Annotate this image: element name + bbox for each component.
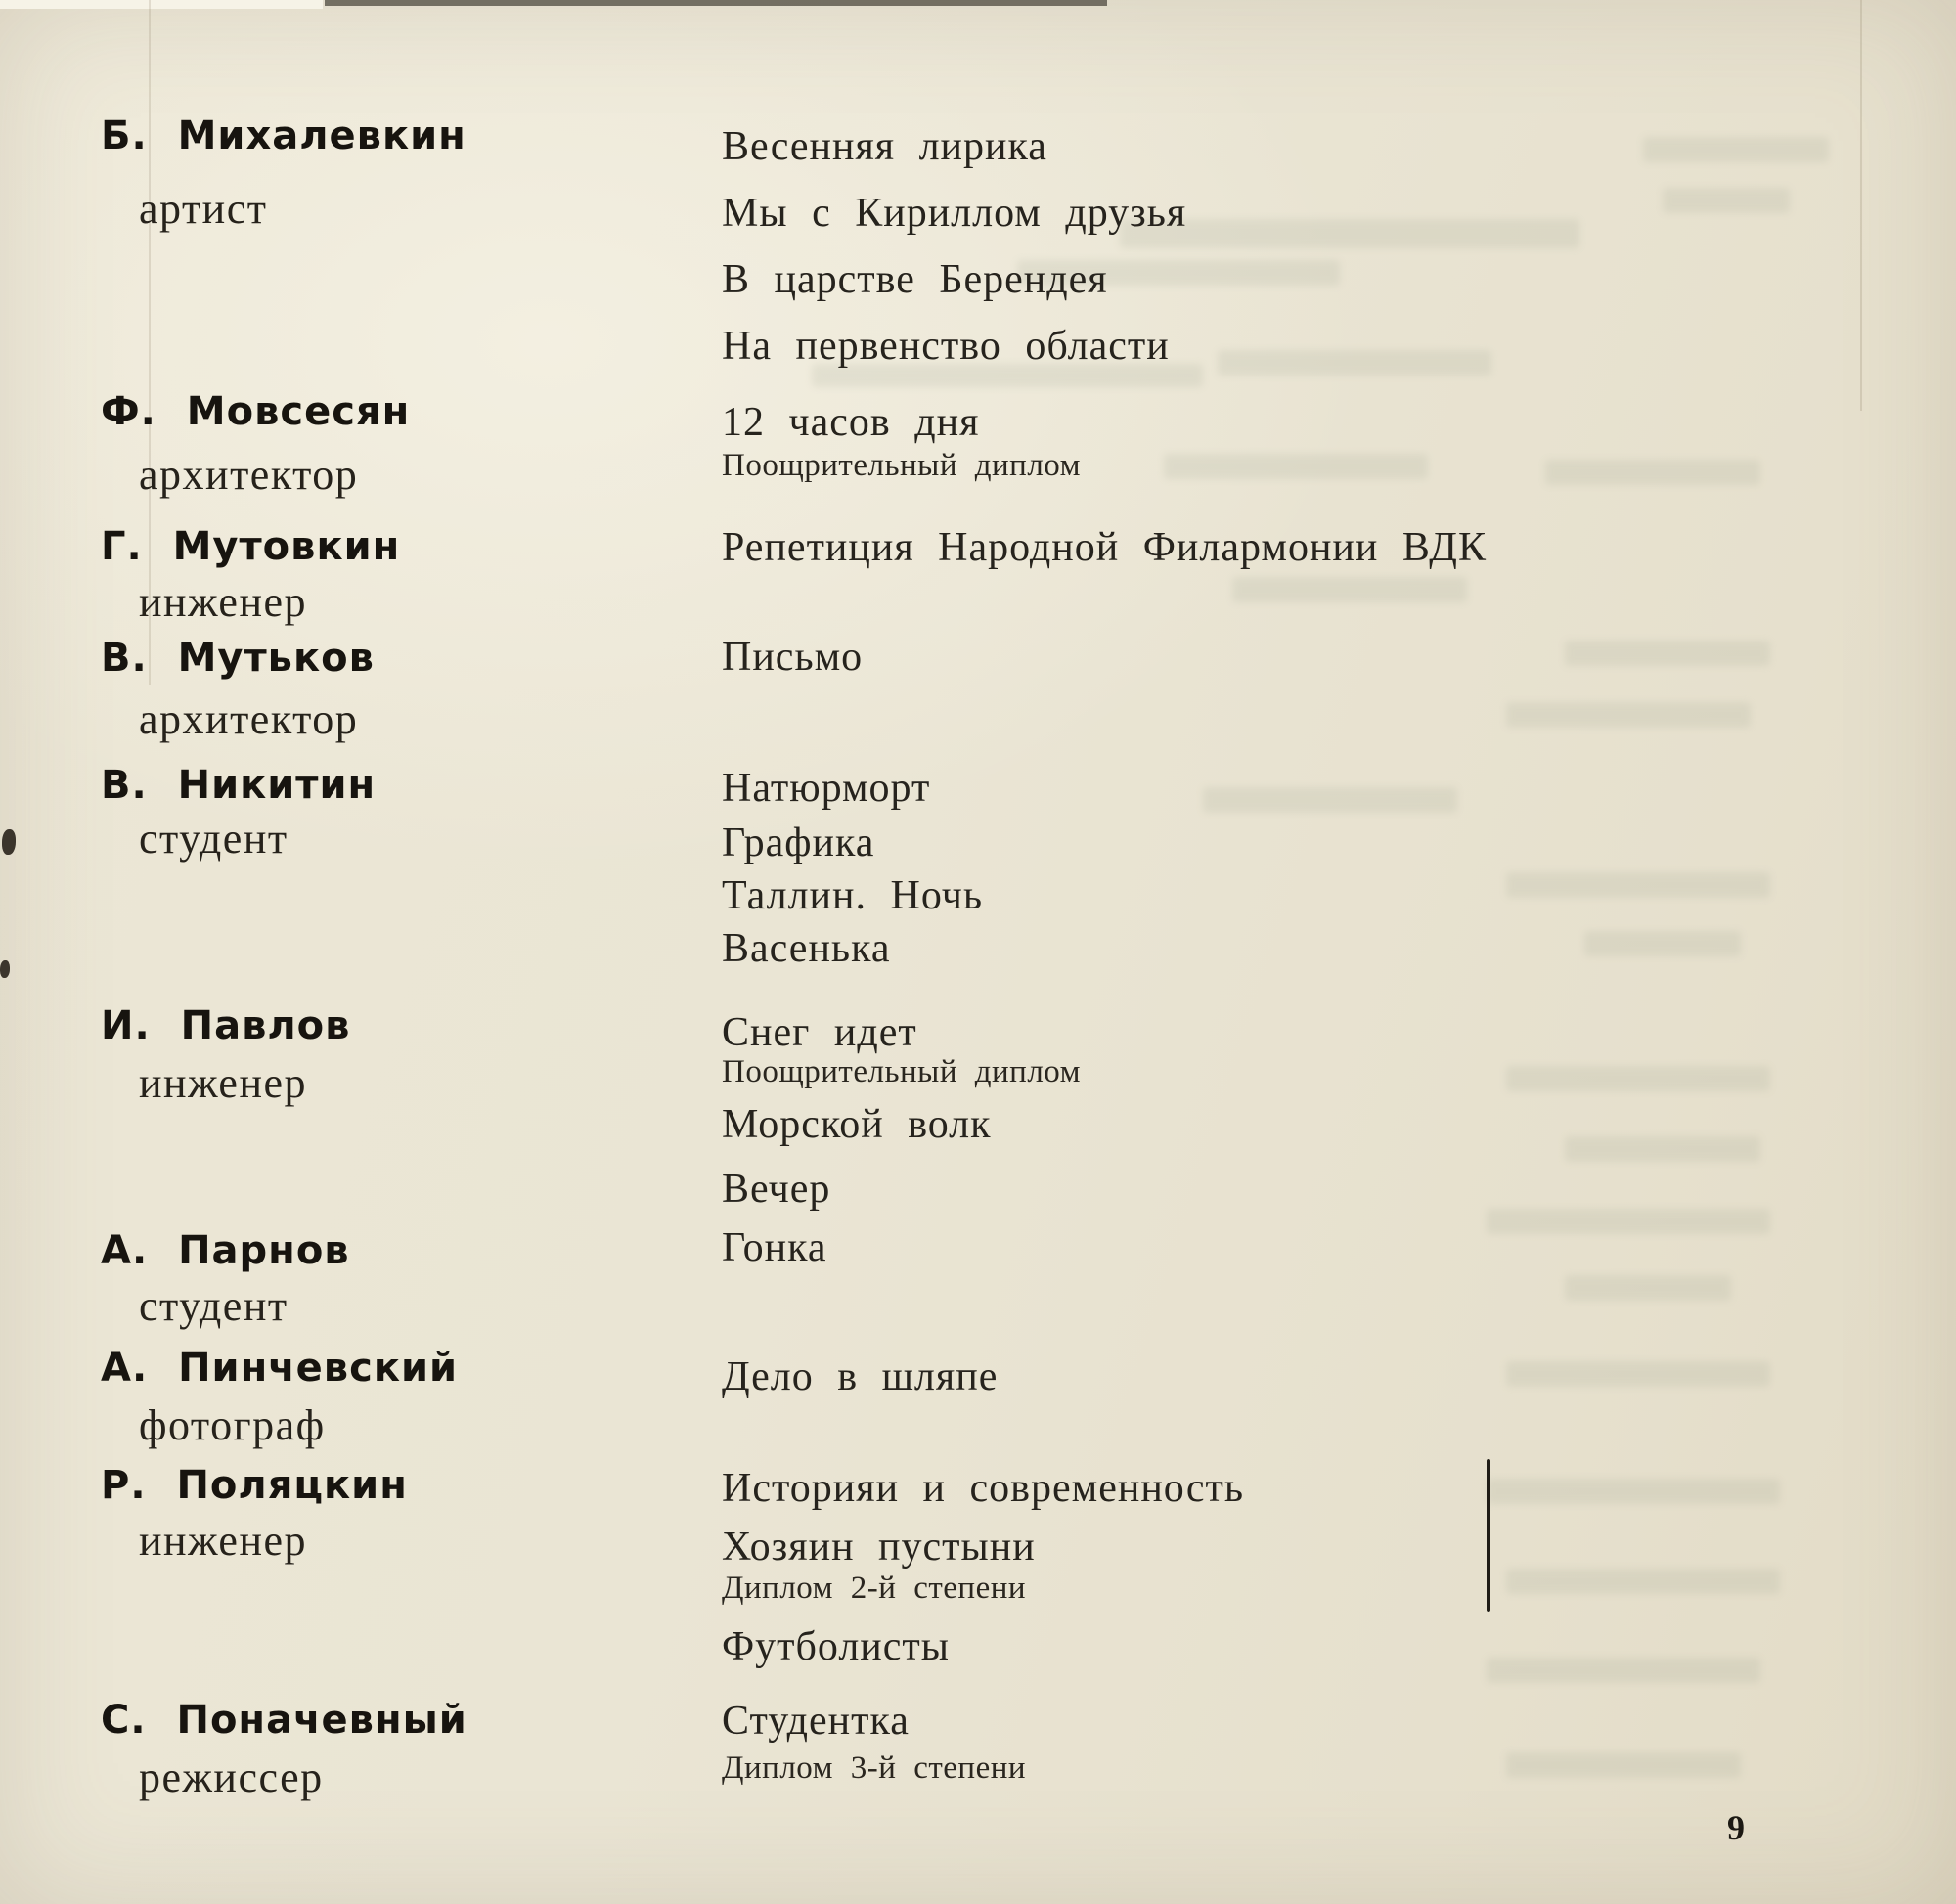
entry-profession: студент — [139, 1282, 289, 1330]
award-note: Диплом 3-й степени — [722, 1750, 1027, 1786]
work-title: Графика — [722, 820, 875, 865]
work-title: Историяи и современность — [722, 1466, 1245, 1511]
entry-name: И. Павлов — [101, 1003, 351, 1048]
entry-name: Г. Мутовкин — [101, 524, 401, 569]
work-title: 12 часов дня — [722, 400, 980, 445]
entry-name: В. Никитин — [101, 763, 377, 808]
entry-name: Ф. Мовсесян — [101, 389, 411, 434]
work-title: Мы с Кириллом друзья — [722, 191, 1187, 236]
work-title: Весенняя лирика — [722, 124, 1047, 169]
entry-name: Б. Михалевкин — [101, 113, 467, 158]
work-title: На первенство области — [722, 324, 1170, 369]
entry-profession: инженер — [139, 1517, 308, 1565]
scan-corner-light — [0, 0, 323, 9]
work-title: Натюрморт — [722, 766, 931, 811]
entry-profession: инженер — [139, 578, 308, 626]
entry-profession: режиссер — [139, 1753, 324, 1801]
work-title: В царстве Берендея — [722, 257, 1108, 302]
entry-profession: студент — [139, 815, 289, 863]
entry-name: А. Парнов — [101, 1228, 350, 1273]
binding-mark — [0, 960, 10, 978]
work-title: Таллин. Ночь — [722, 873, 984, 918]
work-title: Гонка — [722, 1225, 827, 1270]
work-title: Васенька — [722, 926, 891, 971]
entry-profession: архитектор — [139, 451, 359, 499]
entry-name: С. Поначевный — [101, 1698, 467, 1743]
award-note: Поощрительный диплом — [722, 448, 1082, 483]
group-bracket-rule — [1487, 1459, 1490, 1612]
work-title: Письмо — [722, 635, 864, 680]
page-number: 9 — [1727, 1808, 1745, 1847]
entry-name: Р. Поляцкин — [101, 1463, 408, 1508]
work-title: Футболисты — [722, 1624, 951, 1669]
entry-name: А. Пинчевский — [101, 1346, 459, 1391]
binding-mark — [2, 829, 16, 855]
award-note: Поощрительный диплом — [722, 1054, 1082, 1089]
entry-name: В. Мутьков — [101, 636, 375, 681]
work-title: Дело в шляпе — [722, 1354, 999, 1399]
work-title: Репетиция Народной Филармонии ВДК — [722, 525, 1487, 570]
work-title: Вечер — [722, 1167, 831, 1212]
entry-profession: артист — [139, 185, 268, 233]
paper-crease-right — [1860, 0, 1862, 411]
work-title: Студентка — [722, 1699, 910, 1744]
entry-profession: архитектор — [139, 695, 359, 743]
work-title: Хозяин пустыни — [722, 1525, 1036, 1570]
entry-profession: фотограф — [139, 1401, 326, 1449]
scan-top-edge — [325, 0, 1107, 6]
award-note: Диплом 2-й степени — [722, 1571, 1027, 1606]
work-title: Снег идет — [722, 1010, 917, 1055]
work-title: Морской волк — [722, 1102, 992, 1147]
entry-profession: инженер — [139, 1059, 308, 1107]
